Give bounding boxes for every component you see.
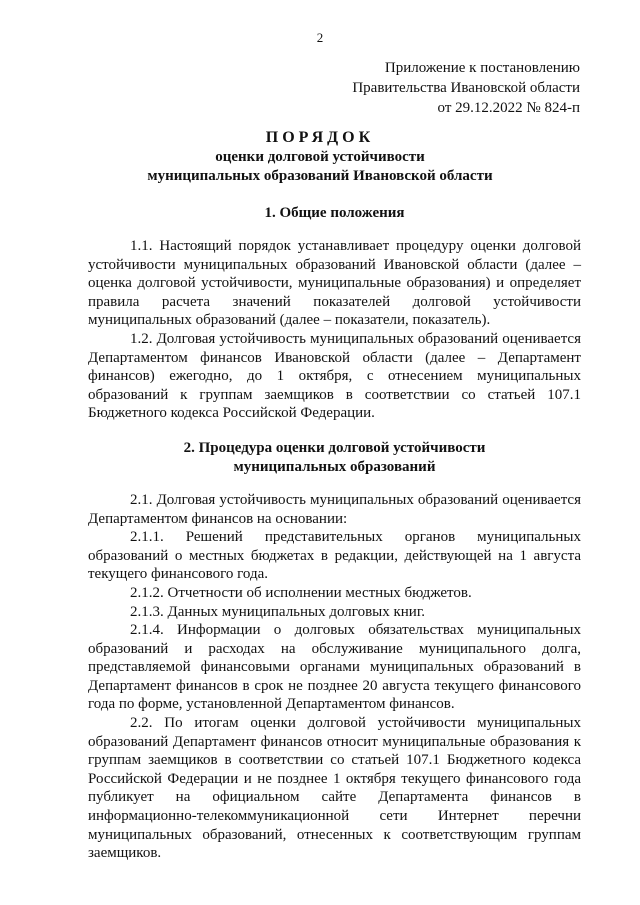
paragraph-1-2: 1.2. Долговая устойчивость муниципальных образований оценивается Департаментом финансов Ивановской области (далее – Департамент финансов) ежегодно, до 1 октября, с отнесением муниципальных образований к группам заемщиков в соответствии со статьей 107.1 Бюджетного кодекса Российской Федерации. [88, 330, 581, 422]
section-2-heading [88, 439, 581, 477]
document-body [88, 204, 581, 863]
page-number: 2 [316, 30, 324, 45]
appendix-line-1: Приложение к постановлению [384, 60, 580, 76]
title-main: ПОРЯДОК [265, 129, 375, 146]
paragraph-2-1: 2.1. Долговая устойчивость муниципальных образований оценивается Департаментом финансов на основании: [88, 491, 581, 527]
title-subtitle-2: муниципальных образований Ивановской области [147, 168, 493, 184]
paragraph-2-1-4: 2.1.4. Информации о долговых обязательствах муниципальных образований и расходах на обслуживание муниципального долга, представляемой финансовыми органами муниципальных образований в Департамент финансов в срок не позднее 20 августа текущего финансового года по форме, установленной Департаментом финансов. [88, 622, 581, 713]
appendix-note [352, 58, 580, 118]
paragraph-2-2: 2.2. По итогам оценки долговой устойчивости муниципальных образований Департамент финансов относит муниципальные образования к группам заемщиков в соответствии со статьей 107.1 Бюджетного кодекса Российской Федерации и не позднее 1 октября текущего финансового года публикует на официальном сайте Департамента финансов в информационно-телекоммуникационной сети Интернет перечни муниципальных образований, отнесенных к соответствующим группам заемщиков. [88, 715, 581, 862]
section-2-heading-line-2: муниципальных образований [233, 458, 436, 475]
section-1-heading-text: 1. Общие положения [264, 205, 405, 221]
paragraph-2-1-2: 2.1.2. Отчетности об исполнении местных бюджетов. [130, 584, 472, 601]
appendix-line-2: Правительства Ивановской области [352, 80, 580, 96]
section-1-heading [88, 204, 581, 223]
document-title [0, 128, 640, 186]
appendix-line-3: от 29.12.2022 № 824-п [437, 100, 580, 116]
paragraph-2-1-1: 2.1.1. Решений представительных органов муниципальных образований о местных бюджетах в редакции, действующей на 1 августа текущего финансового года. [88, 529, 581, 583]
paragraph-2-1-3: 2.1.3. Данных муниципальных долговых книг. [130, 603, 426, 620]
section-2-heading-line-1: 2. Процедура оценки долговой устойчивости [183, 439, 486, 456]
paragraph-1-1: 1.1. Настоящий порядок устанавливает процедуру оценки долговой устойчивости муниципальных образований Ивановской области (далее – оценка долговой устойчивости, муниципальные образования) и определяет правила расчета значений показателей долговой устойчивости муниципальных образований (далее – показатели, показатель). [88, 238, 581, 329]
title-subtitle-1: оценки долговой устойчивости [215, 149, 425, 165]
